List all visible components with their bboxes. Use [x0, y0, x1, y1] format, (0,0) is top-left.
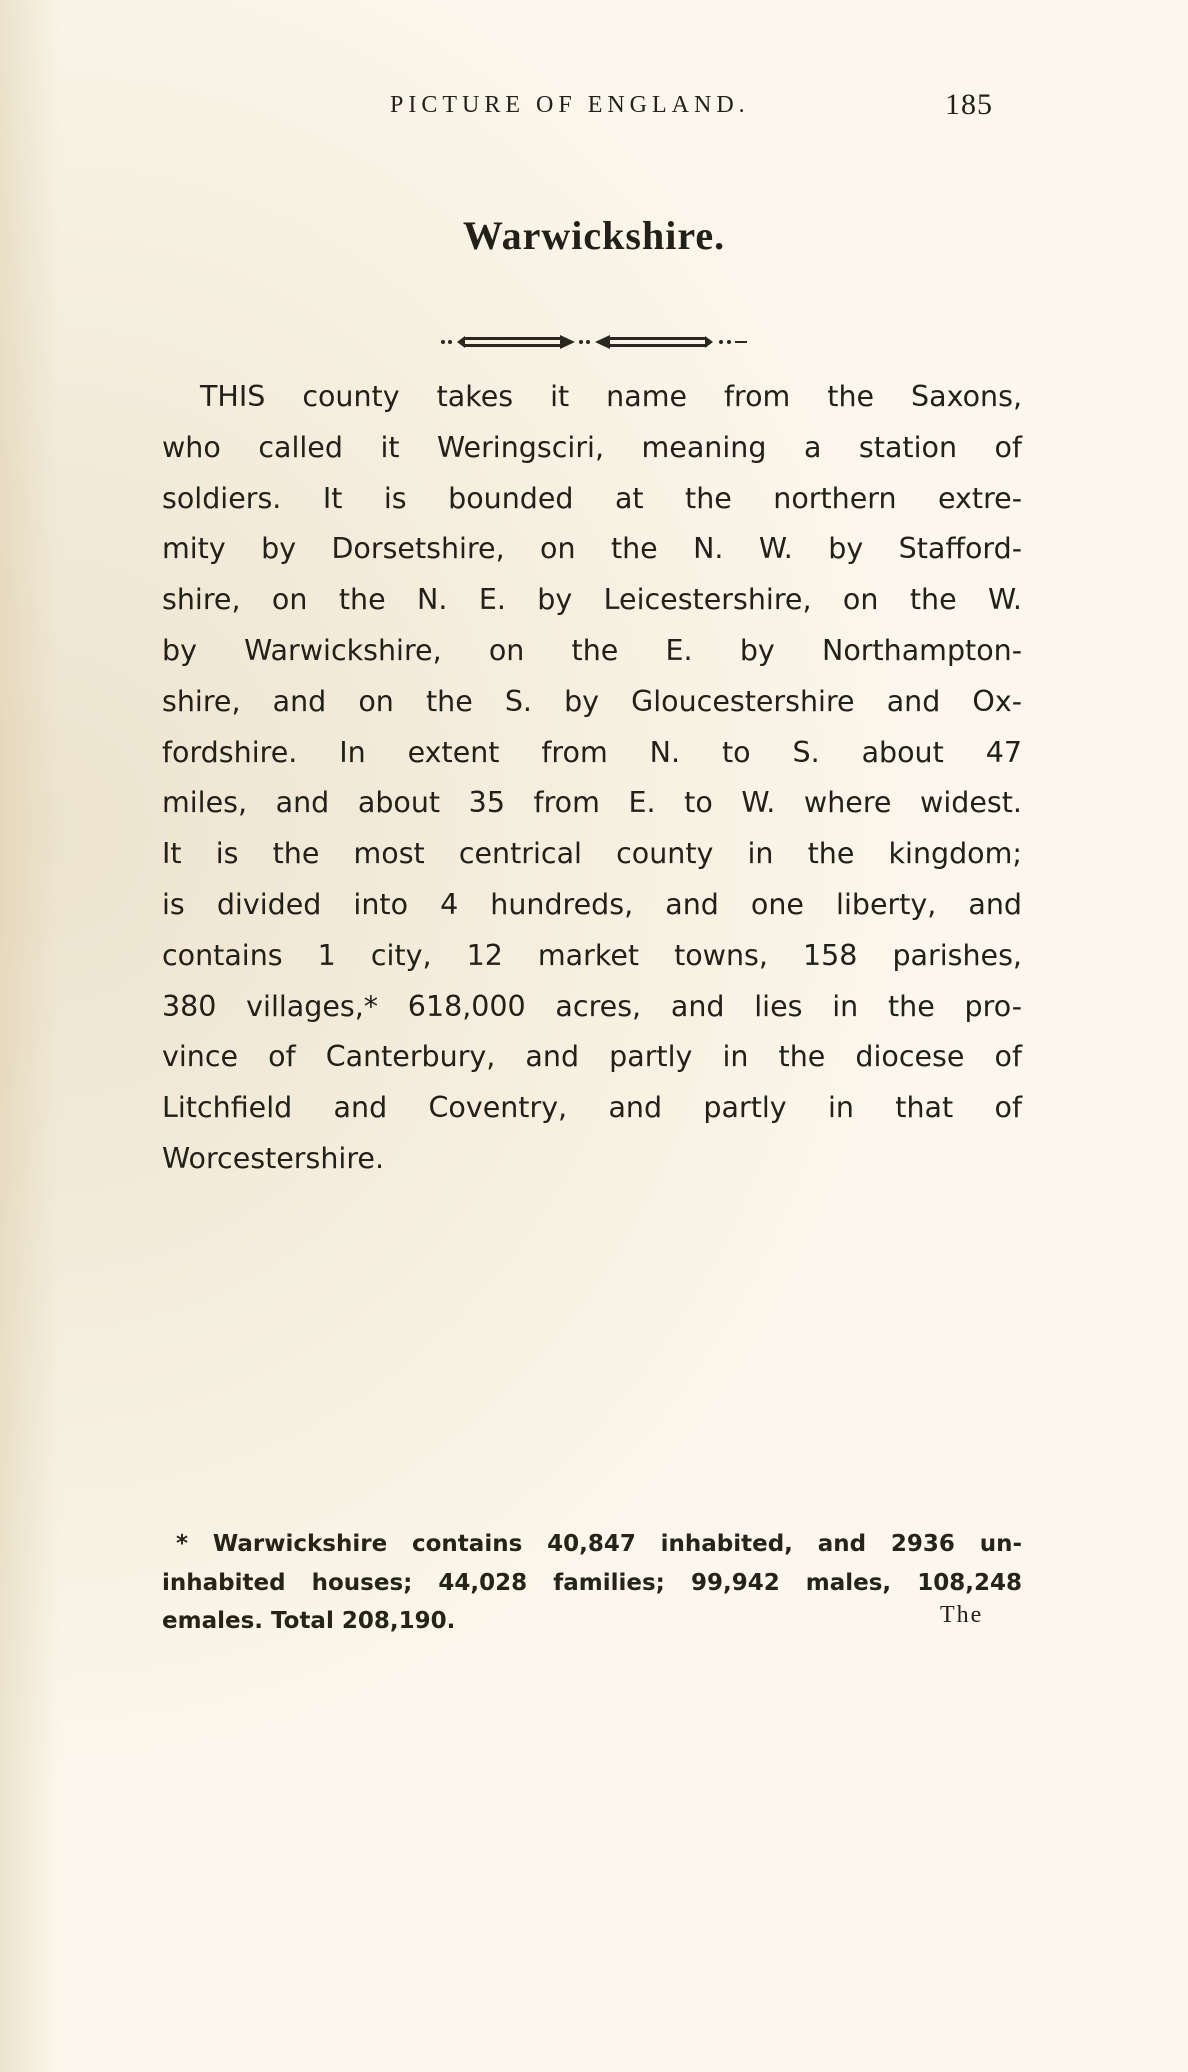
- text-line: is divided into 4 hundreds, and one liberty, and: [162, 887, 1022, 921]
- footnote-line: * Warwickshire contains 40,847 inhabited, and 2936 un-: [176, 1531, 1022, 1557]
- text-line: shire, on the N. E. by Leicestershire, on the W.: [162, 583, 1022, 617]
- running-head: PICTURE OF ENGLAND.: [390, 92, 750, 118]
- text-line: by Warwickshire, on the E. by Northampton-: [162, 633, 1022, 667]
- catchword: The: [940, 1602, 984, 1628]
- text-line: shire, and on the S. by Gloucestershire and Ox-: [162, 684, 1022, 718]
- chapter-title: Warwickshire.: [462, 213, 726, 258]
- text-line: fordshire. In extent from N. to S. about 47: [162, 735, 1022, 769]
- footnote-line: emales. Total 208,190.: [162, 1608, 456, 1634]
- text-line: THIS county takes it name from the Saxons,: [200, 380, 1022, 413]
- decorative-rule-ornament: [435, 330, 755, 354]
- footnote-line: inhabited houses; 44,028 families; 99,942 males, 108,248: [162, 1569, 1022, 1596]
- text-line: soldiers. It is bounded at the northern extre-: [162, 481, 1022, 515]
- text-line: It is the most centrical county in the kingdom;: [162, 837, 1022, 871]
- text-line: Litchfield and Coventry, and partly in that of: [162, 1091, 1022, 1125]
- page-header: [0, 88, 1188, 128]
- text-line: contains 1 city, 12 market towns, 158 parishes,: [162, 938, 1022, 972]
- text-line: Worcestershire.: [162, 1141, 385, 1175]
- page-number: 185: [945, 88, 993, 121]
- main-text: [162, 372, 1022, 1185]
- text-line: who called it Weringsciri, meaning a station of: [162, 430, 1022, 464]
- text-line: 380 villages,* 618,000 acres, and lies in the pro-: [162, 989, 1022, 1023]
- text-line: mity by Dorsetshire, on the N. W. by Stafford-: [162, 532, 1022, 566]
- text-line: miles, and about 35 from E. to W. where widest.: [162, 786, 1022, 820]
- footnote: [162, 1525, 1022, 1641]
- text-line: vince of Canterbury, and partly in the diocese of: [162, 1040, 1022, 1074]
